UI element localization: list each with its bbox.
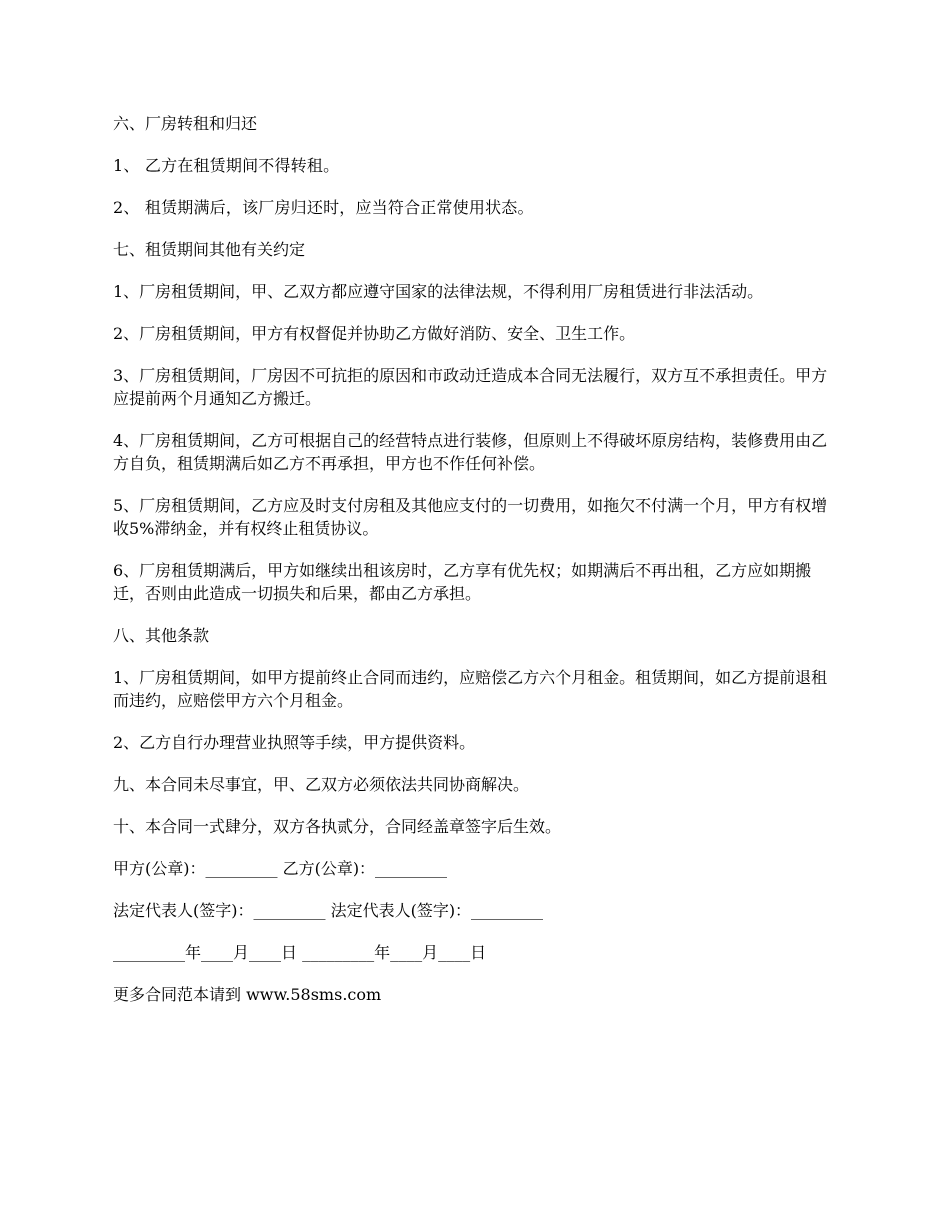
representative-signature-lines: 法定代表人(签字)：_________ 法定代表人(签字)：_________ [113,901,544,920]
section-8-heading: 八、其他条款 [113,626,210,645]
section-9: 九、本合同未尽事宜，甲、乙双方必须依法共同协商解决。 [113,775,530,794]
contract-document [113,112,838,1006]
section-6-heading: 六、厂房转租和归还 [113,114,258,133]
section-8-item-1: 1、厂房租赁期间，如甲方提前终止合同而违约，应赔偿乙方六个月租金。租赁期间，如乙方提前退租而违约，应赔偿甲方六个月租金。 [113,668,828,710]
section-7-item-5: 5、厂房租赁期间，乙方应及时支付房租及其他应支付的一切费用，如拖欠不付满一个月，甲方有权增收5%滞纳金，并有权终止租赁协议。 [113,496,828,538]
section-7-item-3: 3、厂房租赁期间，厂房因不可抗拒的原因和市政动迁造成本合同无法履行，双方互不承担责任。甲方应提前两个月通知乙方搬迁。 [113,366,828,408]
section-6-item-1: 1、 乙方在租赁期间不得转租。 [113,156,340,175]
party-seal-lines: 甲方(公章)：_________ 乙方(公章)：_________ [113,859,448,878]
section-10: 十、本合同一式肆分，双方各执贰分，合同经盖章签字后生效。 [113,817,562,836]
date-lines: _________年____月____日 _________年____月____日 [113,943,487,962]
section-7-item-1: 1、厂房租赁期间，甲、乙双方都应遵守国家的法律法规，不得利用厂房租赁进行非法活动。 [113,282,764,301]
section-6-item-2: 2、 租赁期满后，该厂房归还时，应当符合正常使用状态。 [113,198,534,217]
section-8-item-2: 2、乙方自行办理营业执照等手续，甲方提供资料。 [113,733,476,752]
section-7-item-4: 4、厂房租赁期间，乙方可根据自己的经营特点进行装修，但原则上不得破坏原房结构，装修费用由乙方自负，租赁期满后如乙方不再承担，甲方也不作任何补偿。 [113,431,828,473]
section-7-item-6: 6、厂房租赁期满后，甲方如继续出租该房时，乙方享有优先权；如期满后不再出租，乙方应如期搬迁，否则由此造成一切损失和后果，都由乙方承担。 [113,561,812,603]
section-7-heading: 七、租赁期间其他有关约定 [113,240,306,259]
footer-note: 更多合同范本请到 www.58sms.com [113,985,382,1004]
section-7-item-2: 2、厂房租赁期间，甲方有权督促并协助乙方做好消防、安全、卫生工作。 [113,324,636,343]
